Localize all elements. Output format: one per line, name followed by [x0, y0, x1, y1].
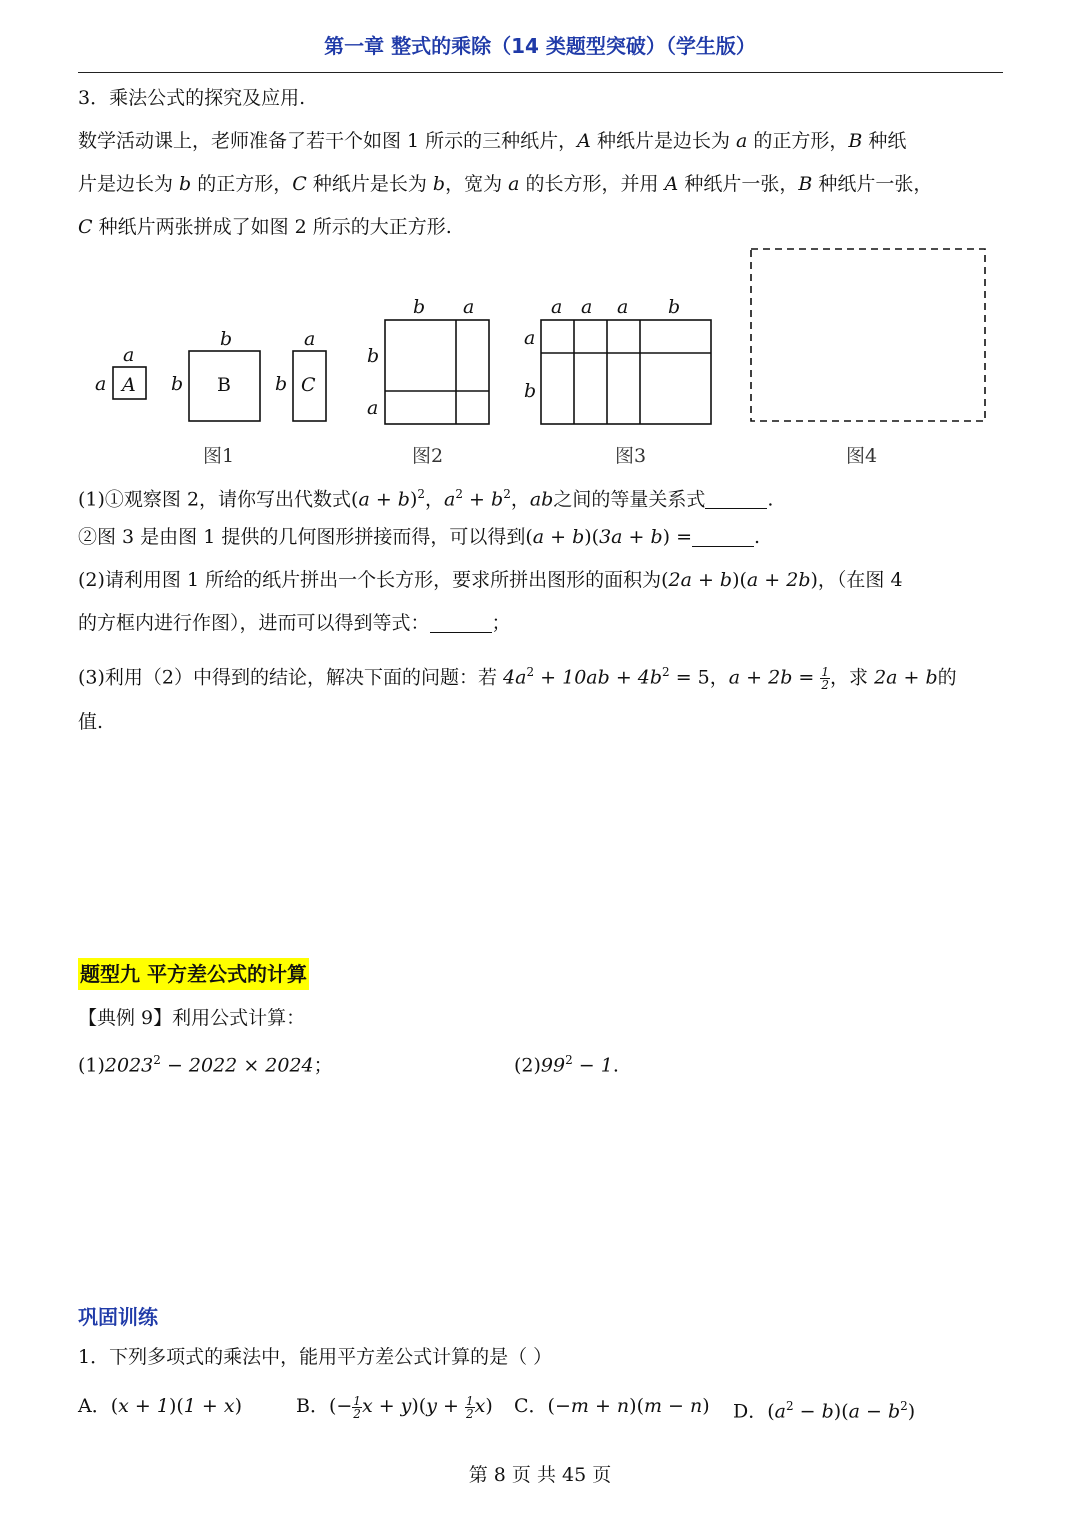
practice-title: 巩固训练 [78, 1305, 158, 1329]
example-9-item-1: $(1)2023^2 - 2022 \times 2024$； [78, 1053, 333, 1077]
intro-line-1: 数学活动课上，老师准备了若干个如图 1 所示的三种纸片，A 种纸片是边长为 a 的正方形，B 种纸 [78, 130, 907, 152]
question-1-part-1: (1)①观察图 2，请你写出代数式$(a + b)^2$，$a^2 + b^2$，ab之间的等量关系式 . [78, 487, 774, 511]
fig1-C-left-b: b [275, 373, 288, 395]
fig3-top-a3: a [617, 296, 629, 318]
question-3-line-2: 值. [78, 711, 104, 733]
fig3-left-b: b [524, 380, 537, 402]
option-a[interactable]: A．(x + 1)(1 + x) [78, 1395, 243, 1417]
fig2-outline [385, 320, 489, 424]
option-d[interactable]: D．$(a^2 - b)(a - b^2)$ [733, 1399, 916, 1423]
question-1-part-2: ②图 3 是由图 1 提供的几何图形拼接而得，可以得到(a + b)(3a + b) = . [78, 526, 761, 548]
fig4-caption: 图4 [846, 445, 878, 467]
intro-line-2: 片是边长为 b 的正方形，C 种纸片是长为 b，宽为 a 的长方形，并用 A 种纸片一张，B 种纸片一张， [78, 173, 933, 195]
fig2-left-a: a [367, 397, 379, 419]
fig1-B-label: B [217, 374, 231, 396]
fig2-left-b: b [367, 345, 380, 367]
fig3-top-a1: a [551, 296, 563, 318]
page-footer: 第 8 页 共 45 页 [468, 1464, 612, 1486]
figures-diagram [0, 0, 1080, 480]
fig3-outline [541, 320, 711, 424]
fig1-B-top-b: b [220, 328, 233, 350]
fig3-top-a2: a [581, 296, 593, 318]
fig1-A-top-a: a [123, 344, 135, 366]
fig3-top-b: b [668, 296, 681, 318]
answer-blank-1[interactable] [705, 488, 767, 509]
question-2-line-1: (2)请利用图 1 所给的纸片拼出一个长方形，要求所拼出图形的面积为(2a + b)(a + 2b)，（在图 4 [78, 569, 903, 591]
fig1-B-left-b: b [171, 373, 184, 395]
example-9-item-2: $(2)99^2 - 1$. [514, 1053, 619, 1077]
option-c[interactable]: C．(−m + n)(m − n) [514, 1395, 710, 1417]
practice-question-1: 1．下列多项式的乘法中，能用平方差公式计算的是（ ） [78, 1346, 553, 1368]
question-3-line-1: (3)利用（2）中得到的结论，解决下面的问题：若 $4a^2 + 10ab + 4b^2 = 5$，a + 2b = $\frac{1}{2}$ ，求 2a + b的 [78, 664, 957, 692]
answer-blank-2[interactable] [692, 526, 754, 547]
fig1-C-top-a: a [304, 328, 316, 350]
fig1-A-left-a: a [95, 373, 107, 395]
fig2-top-b: b [413, 296, 426, 318]
header-title: 第一章 整式的乘除（14 类题型突破）（学生版） [324, 34, 756, 58]
problem-heading: 3．乘法公式的探究及应用. [78, 87, 306, 109]
answer-blank-3[interactable] [430, 612, 492, 633]
fig3-left-a: a [524, 327, 536, 349]
question-2-line-2: 的方框内进行作图），进而可以得到等式： ； [78, 612, 511, 634]
fig1-caption: 图1 [203, 445, 235, 467]
fig2-caption: 图2 [412, 445, 444, 467]
fig1-C-label: C [301, 374, 316, 396]
example-9-title: 【典例 9】利用公式计算： [78, 1007, 306, 1029]
section-tag-nine: 题型九 平方差公式的计算 [78, 958, 309, 990]
option-b[interactable]: B．(− $\frac{1}{2}$ x + y)(y + $\frac{1}{2}$ x) [296, 1393, 493, 1421]
fig1-A-label: A [122, 374, 136, 396]
fig2-top-a: a [463, 296, 475, 318]
fig3-caption: 图3 [615, 445, 647, 467]
fig4-dashed-box [751, 249, 985, 421]
intro-line-3: C 种纸片两张拼成了如图 2 所示的大正方形. [78, 216, 452, 238]
